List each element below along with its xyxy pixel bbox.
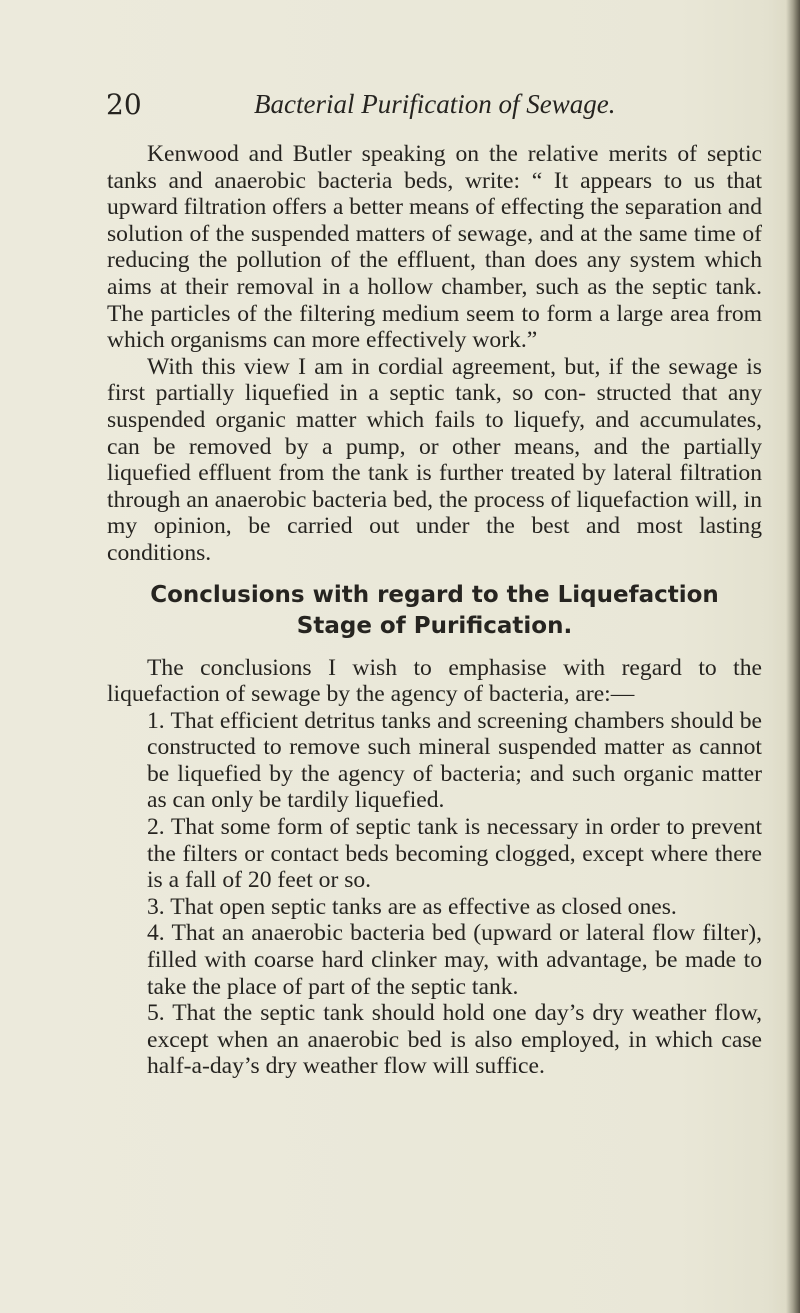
- conclusion-text: That some form of septic tank is necessary in order to prevent the filters or contact beds becoming clogged, except where there is a fall of 20 feet or so.: [147, 814, 762, 894]
- section-heading-line-2: Stage of Purification.: [296, 612, 573, 639]
- running-title: Bacterial Purification of Sewage.: [254, 89, 616, 119]
- conclusion-text: That an anaerobic bacteria bed (upward or lateral flow filter), filled with coarse hard clinker may, with advantage, be made to take the place of part of the septic tank.: [147, 920, 762, 1000]
- conclusion-number: 5.: [147, 1000, 165, 1027]
- paragraph-cordial-agreement: With this view I am in cordial agreement, but, if the sewage is first partially liquefied in a septic tank, so con- structed that any suspended organic matter which fails to liquefy, and accumulates, can be removed by a pump, or other means, and the partially liquefied effluent from the tank is further treated by lateral filtration through an anaerobic bacteria bed, the process of liquefaction will, in my opinion, be carried out under the best and most lasting conditions.: [107, 353, 762, 566]
- conclusion-item-2: [147, 814, 762, 894]
- conclusion-item-3: [147, 894, 762, 921]
- conclusion-number: 1.: [147, 707, 165, 734]
- conclusion-text: That efficient detritus tanks and screening chambers should be constructed to remove such mineral suspended matter as cannot be liquefied by the agency of bacteria; and such organic matter as can only be tardily liquefied.: [147, 707, 762, 814]
- section-heading-line-1: Conclusions with regard to the Liquefaction: [150, 581, 719, 608]
- conclusion-text: That open septic tanks are as effective as closed ones.: [170, 893, 677, 920]
- paragraph-kenwood-butler-quote: Kenwood and Butler speaking on the relative merits of septic tanks and anaerobic bacteria beds, write: “ It appears to us that upward filtration offers a better means of effecting the separation and solution of the suspended matters of sewage, and at the same time of reducing the pollution of the effluent, than does any system which aims at their removal in a hollow chamber, such as the septic tank. The particles of the filtering medium seem to form a large area from which organisms can more effectively work.”: [107, 141, 762, 354]
- page-number: 20: [106, 88, 142, 121]
- section-heading: [107, 580, 762, 642]
- conclusion-text: That the septic tank should hold one day’s dry weather flow, except when an anaerobic bed is also employed, in which case half-a-day’s dry weather flow will suffice.: [147, 1000, 762, 1080]
- conclusion-item-4: [147, 920, 762, 1000]
- page-body: [107, 141, 762, 1080]
- paragraph-conclusions-intro: The conclusions I wish to emphasise with regard to the liquefaction of sewage by the agency of bacteria, are:—: [107, 654, 762, 708]
- page-header: [106, 88, 766, 128]
- conclusion-number: 3.: [147, 893, 165, 920]
- conclusion-number: 4.: [147, 920, 165, 947]
- page-edge-shadow: [786, 0, 800, 1313]
- conclusion-item-1: [147, 708, 762, 814]
- conclusion-number: 2.: [147, 814, 165, 841]
- conclusion-item-5: [147, 1000, 762, 1080]
